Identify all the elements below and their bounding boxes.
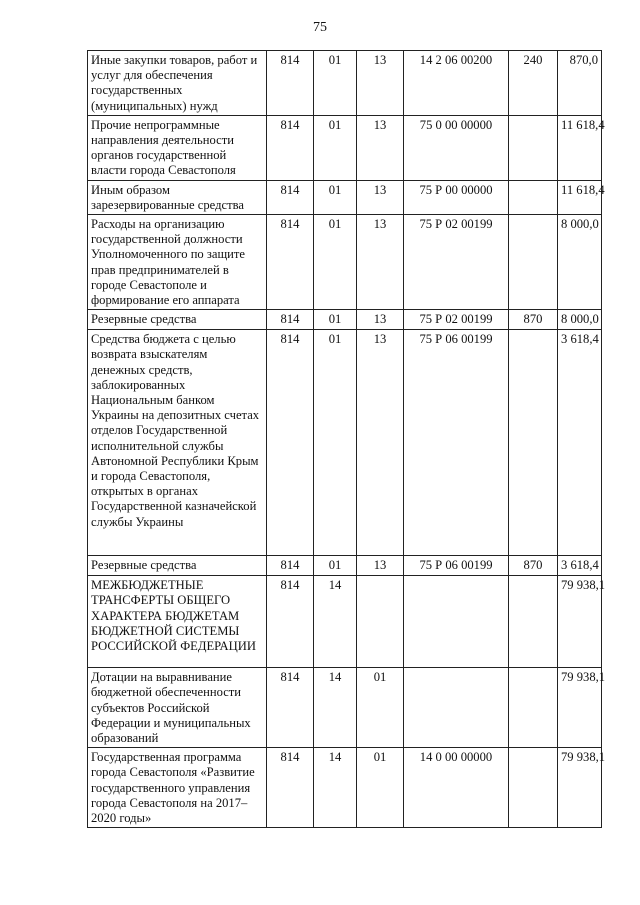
row-vr	[509, 668, 558, 748]
row-name: Резервные средства	[88, 556, 267, 576]
row-gr: 814	[267, 748, 314, 828]
row-rz: 14	[314, 668, 357, 748]
row-csr	[404, 668, 509, 748]
row-gr: 814	[267, 51, 314, 116]
row-name: Средства бюджета с целью возврата взыскателям денежных средств, заблокированных Национальным банком Украины на депозитных счетах отделов Государственной исполнительной службы Автономной Республики Крым и города Севастополя, открытых в органах Государственной казначейской службы Украины	[88, 330, 267, 556]
row-csr: 75 Р 00 00000	[404, 180, 509, 214]
row-rz: 14	[314, 748, 357, 828]
row-rz: 01	[314, 180, 357, 214]
row-sum: 3 618,4	[558, 330, 602, 556]
row-gr: 814	[267, 115, 314, 180]
table-row	[88, 310, 602, 330]
row-csr: 75 Р 06 00199	[404, 556, 509, 576]
table-row	[88, 180, 602, 214]
row-sum: 3 618,4	[558, 556, 602, 576]
row-csr: 75 Р 06 00199	[404, 330, 509, 556]
row-name: Иным образом зарезервированные средства	[88, 180, 267, 214]
table-row	[88, 330, 602, 556]
row-vr: 870	[509, 310, 558, 330]
row-gr: 814	[267, 576, 314, 668]
row-gr: 814	[267, 668, 314, 748]
row-vr	[509, 180, 558, 214]
row-name: МЕЖБЮДЖЕТНЫЕ ТРАНСФЕРТЫ ОБЩЕГО ХАРАКТЕРА БЮДЖЕТАМ БЮДЖЕТНОЙ СИСТЕМЫ РОССИЙСКОЙ ФЕДЕРАЦИИ	[88, 576, 267, 668]
table-row	[88, 51, 602, 116]
row-pr: 13	[357, 556, 404, 576]
row-vr: 870	[509, 556, 558, 576]
row-gr: 814	[267, 180, 314, 214]
row-rz: 01	[314, 51, 357, 116]
row-name: Государственная программа города Севастополя «Развитие государственного управления города Севастополя на 2017–2020 годы»	[88, 748, 267, 828]
row-vr	[509, 576, 558, 668]
row-rz: 01	[314, 330, 357, 556]
row-pr: 13	[357, 115, 404, 180]
row-name: Дотации на выравнивание бюджетной обеспеченности субъектов Российской Федерации и муниципальных образований	[88, 668, 267, 748]
row-pr: 13	[357, 51, 404, 116]
row-gr: 814	[267, 330, 314, 556]
row-name: Прочие непрограммные направления деятельности органов государственной власти города Севастополя	[88, 115, 267, 180]
row-gr: 814	[267, 310, 314, 330]
row-gr: 814	[267, 556, 314, 576]
row-csr: 75 Р 02 00199	[404, 215, 509, 310]
row-sum: 8 000,0	[558, 310, 602, 330]
table-row	[88, 115, 602, 180]
row-vr: 240	[509, 51, 558, 116]
row-sum: 79 938,1	[558, 576, 602, 668]
row-sum: 11 618,4	[558, 180, 602, 214]
budget-table	[87, 50, 606, 828]
row-vr	[509, 748, 558, 828]
row-sum: 870,0	[558, 51, 602, 116]
row-pr: 13	[357, 330, 404, 556]
row-gr: 814	[267, 215, 314, 310]
table-row	[88, 215, 602, 310]
row-pr: 13	[357, 310, 404, 330]
row-pr: 13	[357, 215, 404, 310]
page-number: 75	[313, 20, 327, 35]
table-row	[88, 668, 602, 748]
row-sum: 11 618,4	[558, 115, 602, 180]
row-rz: 01	[314, 115, 357, 180]
row-pr: 13	[357, 180, 404, 214]
row-csr: 14 2 06 00200	[404, 51, 509, 116]
row-pr: 01	[357, 668, 404, 748]
row-name: Расходы на организацию государственной должности Уполномоченного по защите прав предпринимателей в городе Севастополе и формирование его аппарата	[88, 215, 267, 310]
row-vr	[509, 215, 558, 310]
row-sum: 79 938,1	[558, 668, 602, 748]
row-rz: 01	[314, 310, 357, 330]
row-csr: 75 0 00 00000	[404, 115, 509, 180]
row-sum: 8 000,0	[558, 215, 602, 310]
table-row	[88, 748, 602, 828]
row-name: Иные закупки товаров, работ и услуг для обеспечения государственных (муниципальных) нужд	[88, 51, 267, 116]
row-csr: 14 0 00 00000	[404, 748, 509, 828]
row-rz: 14	[314, 576, 357, 668]
row-sum: 79 938,1	[558, 748, 602, 828]
table-row	[88, 576, 602, 668]
row-vr	[509, 115, 558, 180]
row-rz: 01	[314, 556, 357, 576]
row-name: Резервные средства	[88, 310, 267, 330]
row-csr	[404, 576, 509, 668]
table-row	[88, 556, 602, 576]
row-vr	[509, 330, 558, 556]
row-csr: 75 Р 02 00199	[404, 310, 509, 330]
row-pr: 01	[357, 748, 404, 828]
row-rz: 01	[314, 215, 357, 310]
row-pr	[357, 576, 404, 668]
